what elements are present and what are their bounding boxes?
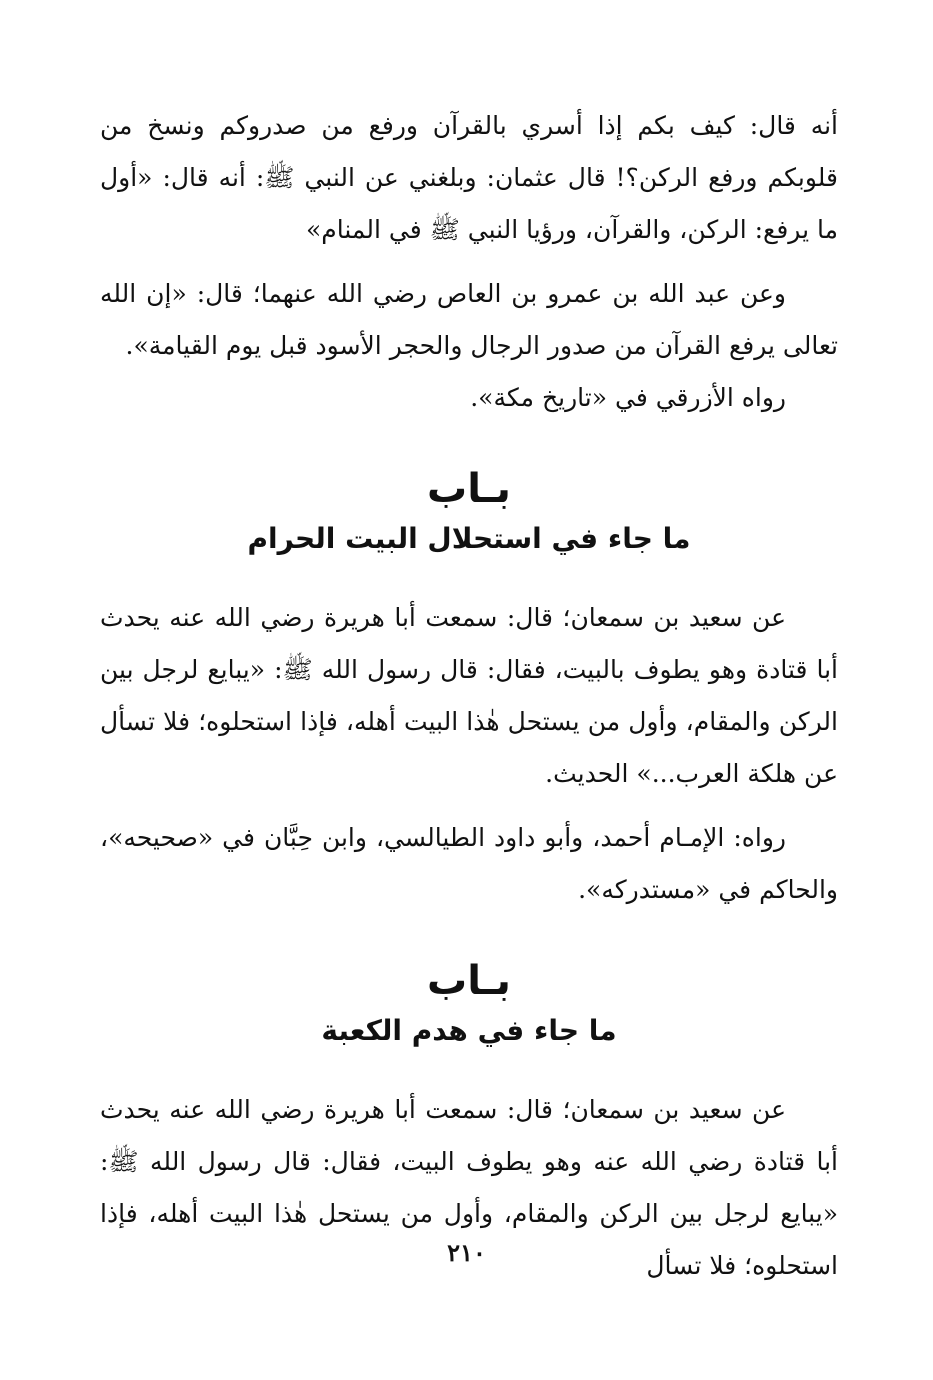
paragraph: رواه الأزرقي في «تاريخ مكة».	[470, 383, 786, 412]
page-body	[100, 100, 838, 1292]
chapter-label: بـاب	[427, 466, 511, 512]
chapter-title: ما جاء في هدم الكعبة	[321, 1014, 617, 1047]
chapter-title: ما جاء في استحلال البيت الحرام	[247, 522, 691, 555]
paragraph: رواه: الإمـام أحمد، وأبو داود الطيالسي، وابن حِبَّان في «صحيحه»، والحاكم في «مستدركه».	[100, 823, 838, 904]
paragraph: عن سعيد بن سمعان؛ قال: سمعت أبا هريرة رضي الله عنه يحدث أبا قتادة رضي الله عنه وهو يطوف البيت، فقال: قال رسول الله ﷺ: «يبايع لرجل بين الركن والمقام، وأول من يستحل هٰذا البيت أهله، فإذا استحلوه؛ فلا تسأل	[100, 1095, 838, 1280]
paragraph: عن سعيد بن سمعان؛ قال: سمعت أبا هريرة رضي الله عنه يحدث أبا قتادة وهو يطوف بالبيت، فقال: قال رسول الله ﷺ: «يبايع لرجل بين الركن والمقام، وأول من يستحل هٰذا البيت أهله، فإذا استحلوه؛ فلا تسأل عن هلكة العرب...» الحديث.	[100, 603, 838, 788]
page-number: ٢١٠	[447, 1238, 486, 1267]
chapter-label: بـاب	[427, 958, 511, 1004]
paragraph: وعن عبد الله بن عمرو بن العاص رضي الله عنهما؛ قال: «إن الله تعالى يرفع القرآن من صدور الرجال والحجر الأسود قبل يوم القيامة».	[100, 279, 838, 360]
paragraph: أنه قال: كيف بكم إذا أسري بالقرآن ورفع من صدروكم ونسخ من قلوبكم ورفع الركن؟! قال عثمان: وبلغني عن النبي ﷺ: أنه قال: «أول ما يرفع: الركن، والقرآن، ورؤيا النبي ﷺ في المنام»	[100, 111, 838, 244]
